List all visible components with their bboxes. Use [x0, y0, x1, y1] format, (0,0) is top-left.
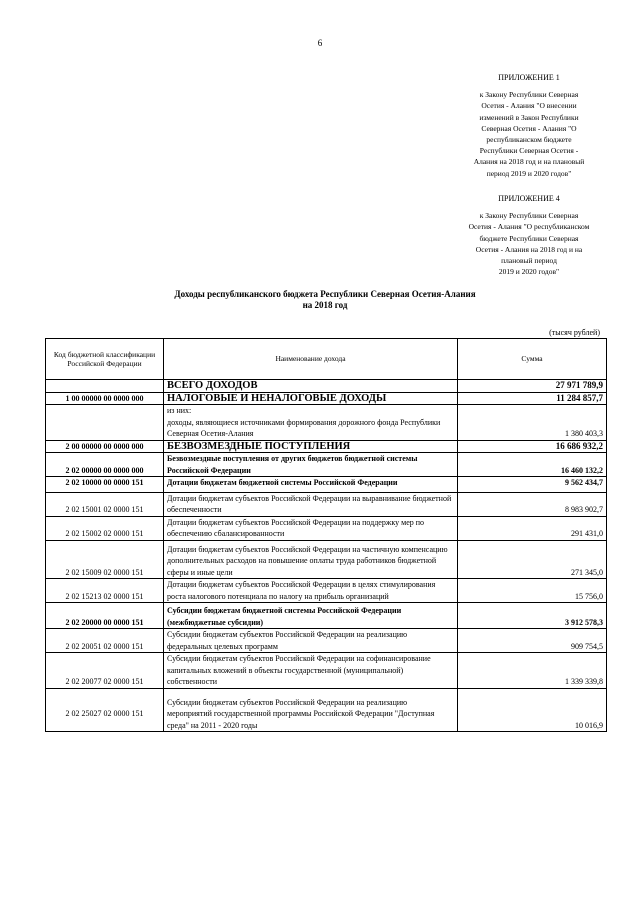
row-name: Безвозмездные поступления от других бюджетов бюджетной системы Российской Федерации — [164, 453, 458, 477]
table-row — [46, 392, 607, 405]
row-name: Субсидии бюджетам субъектов Российской Федерации на реализацию мероприятий государственной программы Российской Федерации "Доступная среда" на 2011 - 2020 годы — [164, 688, 458, 732]
annex-1-line: Северная Осетия - Алания "О — [481, 123, 577, 133]
annex-1-line: республиканском бюджете — [486, 135, 572, 145]
row-sum: 1 339 339,8 — [458, 653, 607, 689]
annex-4-line: бюджете Республики Северная — [479, 233, 579, 243]
annex-4-heading: ПРИЛОЖЕНИЕ 4 — [498, 194, 560, 203]
row-code: 2 02 20051 02 0000 151 — [46, 629, 164, 653]
table-row — [46, 417, 607, 441]
table-header-row — [46, 339, 607, 380]
table-row — [46, 492, 607, 516]
row-name: ВСЕГО ДОХОДОВ — [164, 380, 458, 393]
row-name: Дотации бюджетам бюджетной системы Российской Федерации — [164, 477, 458, 493]
row-sum: 1 380 403,3 — [458, 417, 607, 441]
annex-1-line: к Закону Республики Северная — [479, 90, 579, 100]
page-number: 6 — [317, 38, 323, 48]
table-row — [46, 380, 607, 393]
row-sum: 16 460 132,2 — [458, 453, 607, 477]
row-code: 2 02 00000 00 0000 000 — [46, 453, 164, 477]
title-line-1: Доходы республиканского бюджета Республики Северная Осетия-Алания — [174, 289, 476, 299]
row-name: Субсидии бюджетам субъектов Российской Федерации на софинансирование капитальных вложений в объекты государственной (муниципальной) собственности — [164, 653, 458, 689]
row-sum: 16 686 932,2 — [458, 440, 607, 453]
row-name: Дотации бюджетам субъектов Российской Федерации в целях стимулирования роста налогового потенциала по налогу на прибыль организаций — [164, 579, 458, 603]
row-sum: 9 562 434,7 — [458, 477, 607, 493]
row-code: 2 02 10000 00 0000 151 — [46, 477, 164, 493]
units-note: (тысяч рублей) — [549, 328, 600, 337]
row-name: Дотации бюджетам субъектов Российской Федерации на поддержку мер по обеспечению сбалансированности — [164, 516, 458, 540]
table-row — [46, 453, 607, 477]
annex-1-line: Осетия - Алания "О внесении — [481, 101, 577, 111]
table-row — [46, 477, 607, 493]
revenue-table — [45, 338, 607, 732]
row-code: 2 02 20077 02 0000 151 — [46, 653, 164, 689]
row-name: НАЛОГОВЫЕ И НЕНАЛОГОВЫЕ ДОХОДЫ — [164, 392, 458, 405]
table-row — [46, 405, 607, 417]
row-name: из них: — [164, 405, 458, 417]
annex-4-line: Осетия - Алания "О республиканском — [468, 222, 590, 232]
table-row — [46, 688, 607, 732]
annex-1-heading: ПРИЛОЖЕНИЕ 1 — [498, 73, 560, 82]
annex-4-line: к Закону Республики Северная — [479, 211, 579, 221]
row-code: 2 02 15002 02 0000 151 — [46, 516, 164, 540]
title-line-2: на 2018 год — [302, 300, 348, 310]
document-title — [0, 289, 640, 311]
row-sum: 27 971 789,9 — [458, 380, 607, 393]
annex-1-line: Алания на 2018 год и на плановый — [473, 157, 585, 167]
row-sum: 8 983 902,7 — [458, 492, 607, 516]
table-row — [46, 603, 607, 629]
row-code: 2 02 20000 00 0000 151 — [46, 603, 164, 629]
row-name: Субсидии бюджетам бюджетной системы Российской Федерации (межбюджетные субсидии) — [164, 603, 458, 629]
row-name: Дотации бюджетам субъектов Российской Федерации на выравнивание бюджетной обеспеченности — [164, 492, 458, 516]
row-sum — [458, 405, 607, 417]
annex-1-line: Республики Северная Осетия - — [479, 146, 579, 156]
annex-1-line: изменений в Закон Республики — [479, 112, 579, 122]
table-row — [46, 653, 607, 689]
table-row — [46, 579, 607, 603]
table-row — [46, 540, 607, 579]
row-sum: 291 431,0 — [458, 516, 607, 540]
header-name: Наименование дохода — [164, 339, 458, 380]
row-sum: 271 345,0 — [458, 540, 607, 579]
row-code — [46, 417, 164, 441]
annex-4-line: плановый период — [501, 256, 557, 266]
annex-1-line: период 2019 и 2020 годов" — [486, 168, 572, 178]
row-code — [46, 380, 164, 393]
header-code: Код бюджетной классификации Российской Федерации — [46, 339, 164, 380]
table-row — [46, 629, 607, 653]
row-sum: 15 756,0 — [458, 579, 607, 603]
annex-4-header — [454, 193, 604, 277]
row-name: доходы, являющиеся источниками формирования дорожного фонда Республики Северная Осетия-Алания — [164, 417, 458, 441]
row-code: 2 02 25027 02 0000 151 — [46, 688, 164, 732]
table-row — [46, 516, 607, 540]
row-code: 2 00 00000 00 0000 000 — [46, 440, 164, 453]
table-row — [46, 440, 607, 453]
annex-1-header — [454, 72, 604, 179]
row-sum: 11 284 857,7 — [458, 392, 607, 405]
row-code: 1 00 00000 00 0000 000 — [46, 392, 164, 405]
header-sum: Сумма — [458, 339, 607, 380]
row-sum: 909 754,5 — [458, 629, 607, 653]
row-sum: 3 912 578,3 — [458, 603, 607, 629]
row-name: БЕЗВОЗМЕЗДНЫЕ ПОСТУПЛЕНИЯ — [164, 440, 458, 453]
annex-4-line: Осетия - Алания на 2018 год и на — [475, 244, 583, 254]
row-code: 2 02 15213 02 0000 151 — [46, 579, 164, 603]
row-sum: 10 016,9 — [458, 688, 607, 732]
row-code: 2 02 15009 02 0000 151 — [46, 540, 164, 579]
row-name: Дотации бюджетам субъектов Российской Федерации на частичную компенсацию дополнительных расходов на повышение оплаты труда работников бюджетной сферы и иные цели — [164, 540, 458, 579]
row-code — [46, 405, 164, 417]
row-name: Субсидии бюджетам субъектов Российской Федерации на реализацию федеральных целевых программ — [164, 629, 458, 653]
annex-4-line: 2019 и 2020 годов" — [498, 267, 560, 277]
row-code: 2 02 15001 02 0000 151 — [46, 492, 164, 516]
